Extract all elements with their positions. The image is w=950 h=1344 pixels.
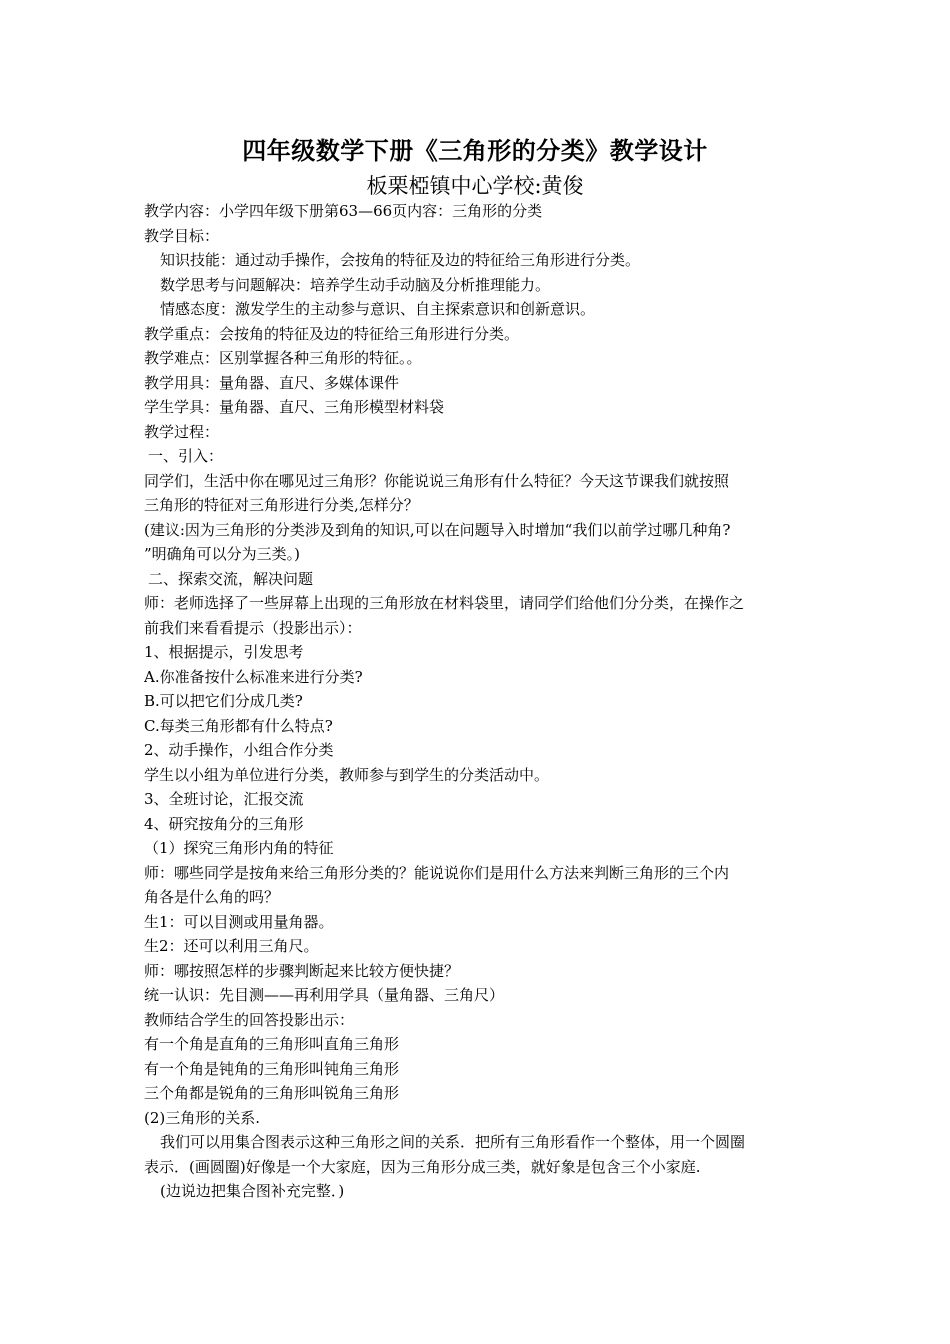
body-line: 一、引入： [148,447,224,465]
body-line: 我们可以用集合图表示这种三角形之间的关系．把所有三角形看作一个整体，用一个圆圈 [160,1133,746,1151]
body-line: 教师结合学生的回答投影出示： [144,1010,355,1029]
body-line: B.可以把它们分成几类? [144,692,303,710]
body-line: 4、研究按角分的三角形 [144,814,304,833]
body-line: 数学思考与问题解决：培养学生动手动脑及分析推理能力。 [160,275,551,294]
body-line: 同学们，生活中你在哪见过三角形？你能说说三角形有什么特征？今天这节课我们就按照 [144,471,730,490]
body-line: A.你准备按什么标准来进行分类? [144,667,363,686]
body-line: 学生学具：量角器、直尺、三角形模型材料袋 [144,398,445,416]
body-line: 情感态度：激发学生的主动参与意识、自主探索意识和创新意识。 [160,300,596,318]
body-line: 教学用具：量角器、直尺、多媒体课件 [144,373,400,392]
body-line: 二、探索交流，解决问题 [148,569,314,588]
body-line: 教学内容：小学四年级下册第63—66页内容：三角形的分类 [144,202,543,220]
body-line: 教学难点：区别掌握各种三角形的特征。。 [144,349,422,367]
body-line: 生1：可以目测或用量角器。 [144,912,334,931]
body-line: （1）探究三角形内角的特征 [144,839,334,857]
body-line: 师：老师选择了一些屏幕上出现的三角形放在材料袋里，请同学们给他们分分类，在操作之 [144,594,745,612]
body-line: 教学目标： [144,226,220,245]
body-line: 角各是什么角的吗？ [144,888,280,906]
body-line: 2、动手操作，小组合作分类 [144,741,334,759]
body-line: 3、全班讨论，汇报交流 [144,790,304,808]
body-line: 前我们来看看提示（投影出示）： [144,618,362,637]
body-line: 表示．(画圆圈)好像是一个大家庭，因为三角形分成三类，就好象是包含三个小家庭. [144,1157,701,1176]
body-line: 师：哪按照怎样的步骤判断起来比较方便快捷？ [144,961,460,980]
body-line: 有一个角是直角的三角形叫直角三角形 [144,1035,400,1053]
body-line: (建议:因为三角形的分类涉及到角的知识,可以在问题导入时增加“我们以前学过哪几种角? [144,520,731,539]
body-line: 1、根据提示，引发思考 [144,643,304,661]
body-line: ”明确角可以分为三类。) [144,545,301,563]
document-author: 板栗椏镇中心学校:黄俊 [366,174,584,198]
body-line: 教学重点：会按角的特征及边的特征给三角形进行分类。 [144,324,520,343]
body-line: (边说边把集合图补充完整．) [160,1182,345,1200]
body-line: C.每类三角形都有什么特点? [144,716,333,735]
body-line: 知识技能：通过动手操作，会按角的特征及边的特征给三角形进行分类。 [160,251,641,269]
body-line: 教学过程： [144,422,220,441]
document-title: 四年级数学下册《三角形的分类》教学设计 [242,136,708,165]
body-line: (2)三角形的关系. [144,1108,261,1127]
body-line: 三个角都是锐角的三角形叫锐角三角形 [144,1084,400,1102]
body-line: 有一个角是钝角的三角形叫钝角三角形 [144,1059,400,1078]
document-body [144,199,816,1204]
body-line: 学生以小组为单位进行分类，教师参与到学生的分类活动中。 [144,765,550,784]
body-line: 师：哪些同学是按角来给三角形分类的？能说说你们是用什么方法来判断三角形的三个内 [144,863,730,882]
body-line: 生2：还可以利用三角尺。 [144,937,319,955]
body-line: 统一认识：先目测——再利用学具（量角器、三角尺） [144,986,505,1004]
body-line: 三角形的特征对三角形进行分类,怎样分？ [144,496,419,514]
